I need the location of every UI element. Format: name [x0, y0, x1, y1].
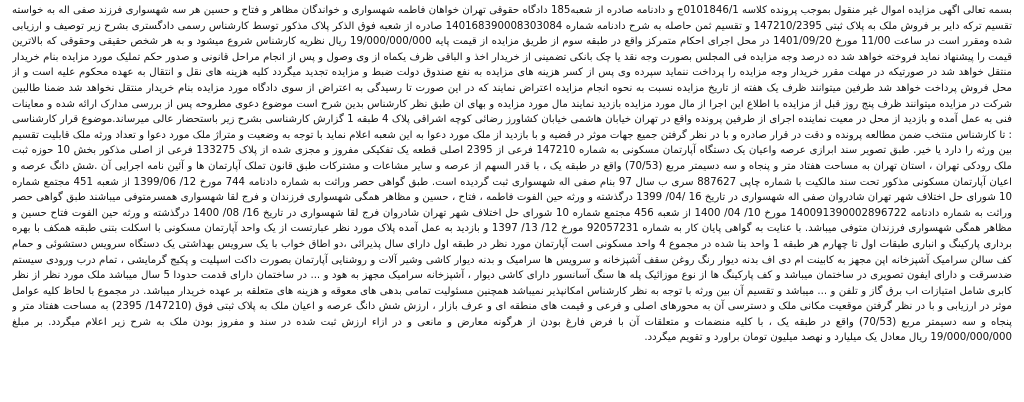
- auction-notice: [12, 3, 1012, 399]
- auction-notice-text: بسمه تعالی اگهی مزایده اموال غیر منقول بموجب پرونده کلاسه 0101846/1ج و دادنامه صادره از شعبه185 دادگاه حقوقی تهران خواهان فاطمه شهسواری و خواندگان مظاهر و فتاح و حسین هر سه شهسواری فرزند صفی اله به خواسته تقسیم ترکه دایر بر فروش ملک به پلاک ثبتی 147210/2395 و تقسیم ثمن حاصله به شرح دادنامه شماره 140168390008303084 صادره از شعبه فوق الذکر پلاک مذکور توسط کارشناس رسمی دادگستری بشرح زیر توصیف و ارزیابی شده ومقرر است در ساعت 11/00 مورخ 1401/09/20 در محل اجرای احکام متمرکز واقع در طبقه سوم از طریق مزایده از قیمت پایه 19/000/000/000 ریال نظریه کارشناس شروع میشود و به هر شخص حقیقی وحقوقی که بالاترین قیمت را پیشنهاد نماید فروخته خواهد شد ده درصد وجه مزایده فی المجلس بصورت وجه نقد یا چک بانکی تضمینی از خریدار اخذ و الباقی ظرف یکماه از وی وصول و پس از انجام مراحل قانونی و صدور حکم تملیک مورد مزایده بنام خریدار منتقل خواهد شد در صورتیکه در مهلت مقرر خریدار وجه مزایده را پرداخت ننماید سپرده وی پس از کسر هزینه های مزایده به نفع صندوق دولت ضبط و مزایده تجدید میگردد کلیه هزینه های نقل و انتقال به عهده محکوم علیه است و از محل فروش پرداخت خواهد شد طرفین میتوانند ظرف یک هفته از تاریخ مزایده نسبت به نحوه انجام مزایده اعتراض نمایند که در این صورت تا رسیدگی به اعتراض از سوی دادگاه مورد مزایده بنام خریدار منتقل نخواهد شد ضمنا طالبین شرکت در مزایده میتوانند ظرف پنج روز قبل از مزایده با اطلاع این اجرا از مال مورد مزایده بازدید نمایند مال مورد مزایده و بهای ان طبق نظر کارشناس بدین شرح است موضوع دعوی مطروحه پس از بررسی مدارک ارائه شده و معاینات فنی به عمل آمده و بازدید از محل در معیت نماینده اجرای از طرفین پرونده واقع در تهران خیابان هاشمی خیابان کشاورز رضائی کوچه اشراقی پلاک 4 طبقه 1 گزارش کارشناسی بشرح زیر باستحضار عالی میرساند.موضوع قرار کارشناسی : تا کارشناس منتخب ضمن مطالعه پرونده و دقت در قرار صادره و با در نظر گرفتن جمیع جهات موثر در قضیه و با بازدید از ملک مورد دعوا به این شعبه اعلام نماید با توجه به وضعیت و متراژ ملک مورد دعوا و تعداد ورثه ملک قابلیت تقسیم بین ورثه را دارد یا خیر. طبق تصویر سند ابرازی عرصه واعیان یک دستگاه آپارتمان مسکونی به شماره 147210 فرعی از 2395 اصلی قطعه یک تفکیکی مفروز و مجزی شده از پلاک 133275 فرعی از اصلی مذکور بخش 10 حوزه ثبت ملک رودکی تهران ، استان تهران به مساحت هفتاد متر و پنجاه و سه دسیمتر مربع (70/53) واقع در طبقه یک ، با قدر السهم از عرصه و سایر مشاعات و مشترکات طبق قانون تملک آپارتمان ها و آئین نامه اجرایی آن .شش دانگ عرصه و اعیان آپارتمان مسکونی مذکور تحت سند مالکیت با شماره چاپی 887627 سری ب سال 97 بنام صفی اله شهسواری ثبت گردیده است. طبق گواهی حصر وراثت به شماره دادنامه 744 مورخ 12/ 1399/06 از شعبه 451 مجتمع شماره 10 شورای حل اختلاف شهر تهران شادروان صفی اله شهسواری در تاریخ 16 /04/ 1399 درگذشته و ورثه حین الفوت فاطمه ، فتاح ، حسین و مظاهر همگی شهسواری فرزندان و فرج لقا شهسواری همسرمتوفی میباشند طبق گواهی حصر وراثت به شماره دادنامه 140091390002896722 مورخ 10/ 04/ 1400 از شعبه 456 مجتمع شماره 10 شورای حل اختلاف شهر تهران شادروان فرج لقا شهسواری در تاریخ 16/ 08/ 1400 درگذشته و ورثه حین الفوت فتاح حسین و مظاهر همگی شهسواری فرزندان متوفی میباشد. با عنایت به گواهی پایان کار به شماره 92057231 مورخ 12/ 13/ 1397 و بازدید به عمل آمده پلاک مورد نظر عبارتست از یک واحد آپارتمان مسکونی با اسکلت بتنی طبقه همکف با بهره برداری پارکینگ و انباری طبقات اول تا چهارم هر طبقه 1 واحد بنا شده در مجموع 4 واحد مسکونی است آپارتمان مورد نظر در طبقه اول دارای سال پذیرائی ،دو اطاق خواب با یک سرویس بهداشتی یک دستگاه سرویس دستشوئی و حمام کف سالن سرامیک آشپزخانه اپن مجهز به کابینت ام دی اف بدنه دیوار رنگ روغن سقف آشپزخانه و سرویس ها سرامیک و بدنه دیوار کاشی وشیر آلات و روشنایی آپارتمان بصورت داکت اسپلیت و پکیج گرمایشی ، تمام درب ورودی سیستم ضدسرقت و دارای ایفون تصویری در ساختمان میباشد و کف پارکینگ ها از نوع موزائیک پله ها سنگ آسانسور دارای کاشی دیوار ، آشپزخانه سرامیک مجهز به هود و ... در ساختمان دارای قدمت حدودا 5 سال میباشد ملک مورد نظر از نظر کابری شامل امتیازات اب برق گاز و تلفن و ... میباشد و تقسیم آن بین ورثه با توجه به نظر کارشناس امکانپذیر نمیباشد همچنین مسئولیت تمامی بدهی های معوقه و هزینه های متعلقه بر عهده خریدار میباشد. در مجموع با لحاظ کلیه عوامل موثر در ارزیابی و با در نظر گرفتن موقعیت مکانی ملک و دسترسی آن به محورهای اصلی و فرعی و قیمت های منطقه ای و عرف بازار ، ارزش شش دانگ عرصه و اعیان ملک به پلاک ثبتی فوق (147210/ 2395) به مساحت هفتاد متر و پنجاه و سه دسیمتر مربع (70/53) واقع در طبقه یک ، با کلیه منضمات و متعلقات آن با فرض فارغ بودن از هرگونه معارض و مانعی و در ازاء ارزش ثبت شده در سند و مفروز بودن ملک به شرح زیر اعلام میگردد. بر مبلغ 19/000/000/000 ریال معادل یک میلیارد و نهصد میلیون تومان براورد و تقویم میگردد.: [12, 5, 1012, 344]
